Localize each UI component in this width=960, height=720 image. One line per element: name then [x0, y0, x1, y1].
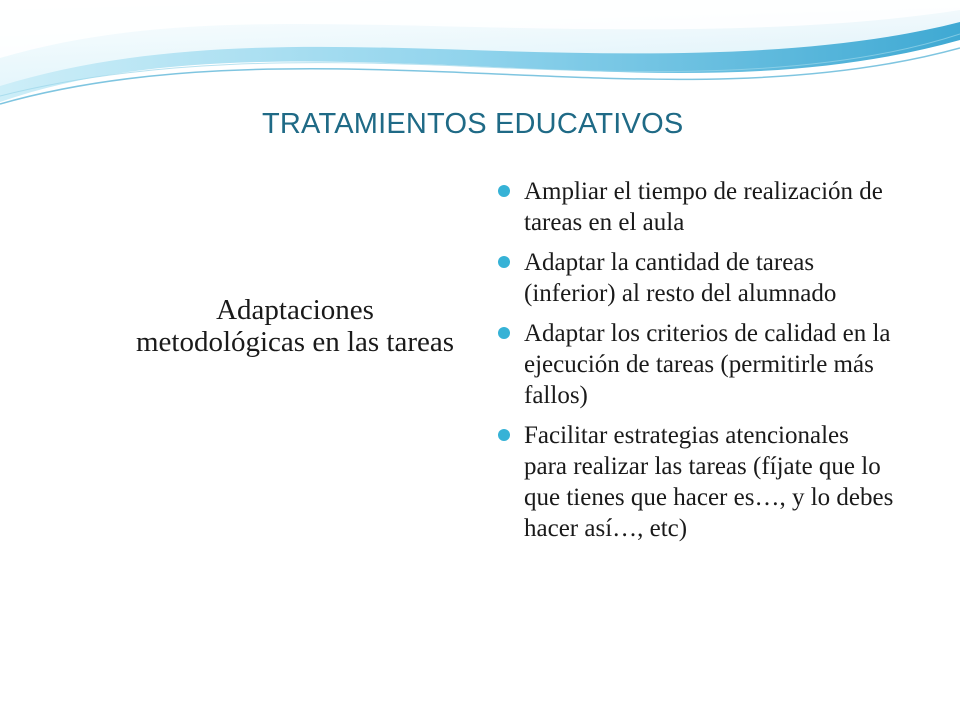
bullet-item — [496, 318, 896, 411]
decorative-wave-header — [0, 0, 960, 110]
left-column-heading: Adaptaciones metodológicas en las tareas — [135, 294, 455, 358]
bullet-text: Ampliar el tiempo de realización de tareas en el aula — [524, 178, 883, 236]
bullet-text: Adaptar los criterios de calidad en la ejecución de tareas (permitirle más fallos) — [524, 320, 891, 409]
bullet-dot-icon — [498, 429, 510, 441]
bullet-item — [496, 247, 896, 309]
bullet-dot-icon — [498, 327, 510, 339]
bullet-list — [496, 176, 896, 553]
bullet-item — [496, 176, 896, 238]
bullet-item — [496, 420, 896, 544]
bullet-text: Adaptar la cantidad de tareas (inferior) al resto del alumnado — [524, 249, 837, 307]
slide-title: TRATAMIENTOS EDUCATIVOS — [262, 108, 684, 140]
bullet-dot-icon — [498, 256, 510, 268]
bullet-dot-icon — [498, 185, 510, 197]
bullet-text: Facilitar estrategias atencionales para realizar las tareas (fíjate que lo que tienes que hacer es…, y lo debes hacer así…, etc) — [524, 422, 894, 542]
